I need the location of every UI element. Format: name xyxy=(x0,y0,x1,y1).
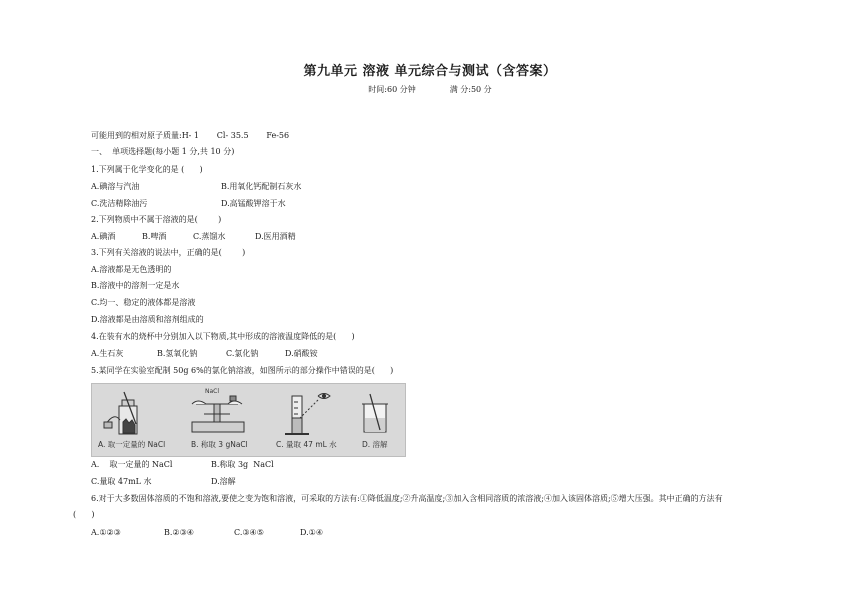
question-6-option-a: A.①②③ xyxy=(91,528,121,537)
question-3-option-c: C.均一、稳定的液体都是溶液 xyxy=(91,298,196,307)
question-6-option-d: D.①④ xyxy=(300,528,324,537)
question-5-option-d: D.溶解 xyxy=(211,477,236,486)
question-6-stem: 6.对于大多数固体溶质的不饱和溶液,要使之变为饱和溶液，可采取的方法有:①降低温度;②升高温度;③加入含相同溶质的浓溶液;④加入该固体溶质;⑤增大压强。其中正确的方法有 xyxy=(91,494,723,503)
figure-caption-b: B. 称取 3 gNaCl xyxy=(191,440,248,449)
question-4-option-a: A.生石灰 xyxy=(91,349,124,358)
question-6-option-b: B.②③④ xyxy=(164,528,194,537)
page-title: 第九单元 溶液 单元综合与测试（含答案） xyxy=(303,64,557,79)
section-heading: 一、 单项选择题(每小题 1 分,共 10 分) xyxy=(91,147,235,156)
question-3-option-a: A.溶液都是无色透明的 xyxy=(91,265,172,274)
question-3-option-d: D.溶液都是由溶质和溶剂组成的 xyxy=(91,315,204,324)
lab-operations-figure xyxy=(91,383,406,457)
measuring-cylinder-icon xyxy=(285,394,330,435)
question-6-stem-continued: ( ) xyxy=(73,510,95,519)
balance-scale-icon xyxy=(192,396,244,432)
figure-caption-a: A. 取一定量的 NaCl xyxy=(98,440,166,449)
figure-caption-c: C. 量取 47 mL 水 xyxy=(276,440,337,449)
exam-score: 满 分:50 分 xyxy=(449,85,492,94)
question-1-option-a: A.碘溶与汽油 xyxy=(91,182,140,191)
beaker-stirring-icon xyxy=(362,394,388,432)
atomic-mass-note: 可能用到的相对原子质量:H- 1 Cl- 35.5 Fe-56 xyxy=(91,131,290,140)
question-6-option-c: C.③④⑤ xyxy=(234,528,264,537)
figure-caption-d: D. 溶解 xyxy=(362,440,388,449)
question-5-option-c: C.量取 47mL 水 xyxy=(91,477,152,486)
question-3-stem: 3.下列有关溶液的说法中，正确的是( ) xyxy=(91,248,246,257)
question-1-option-c: C.洗洁精除油污 xyxy=(91,199,148,208)
question-5-option-b: B.称取 3g NaCl xyxy=(211,460,274,469)
question-2-stem: 2.下列物质中不属于溶液的是( ) xyxy=(91,215,222,224)
question-4-option-b: B.氢氧化钠 xyxy=(157,349,198,358)
nacl-label: NaCl xyxy=(205,388,220,395)
question-4-option-d: D.硝酸铵 xyxy=(285,349,318,358)
question-3-option-b: B.溶液中的溶剂一定是水 xyxy=(91,281,180,290)
exam-meta xyxy=(0,84,860,95)
question-1-stem: 1.下列属于化学变化的是 ( ) xyxy=(91,165,203,174)
question-5-option-a: A. 取一定量的 NaCl xyxy=(91,460,173,469)
question-5-stem: 5.某同学在实验室配制 50g 6%的氯化钠溶液，如图所示的部分操作中错误的是( ) xyxy=(91,366,394,375)
question-1-option-b: B.用氧化钙配制石灰水 xyxy=(221,182,302,191)
question-2-option-b: B.啤酒 xyxy=(142,232,167,241)
reagent-bottle-icon xyxy=(104,392,137,434)
question-2-option-c: C.蒸馏水 xyxy=(193,232,226,241)
question-1-option-d: D.高锰酸钾溶于水 xyxy=(221,199,286,208)
question-4-option-c: C.氯化钠 xyxy=(226,349,259,358)
exam-time: 时间:60 分钟 xyxy=(368,85,416,94)
question-4-stem: 4.在装有水的烧杯中分别加入以下物质,其中形成的溶液温度降低的是( ) xyxy=(91,332,355,341)
question-2-option-a: A.碘酒 xyxy=(91,232,116,241)
question-2-option-d: D.医用酒精 xyxy=(255,232,296,241)
